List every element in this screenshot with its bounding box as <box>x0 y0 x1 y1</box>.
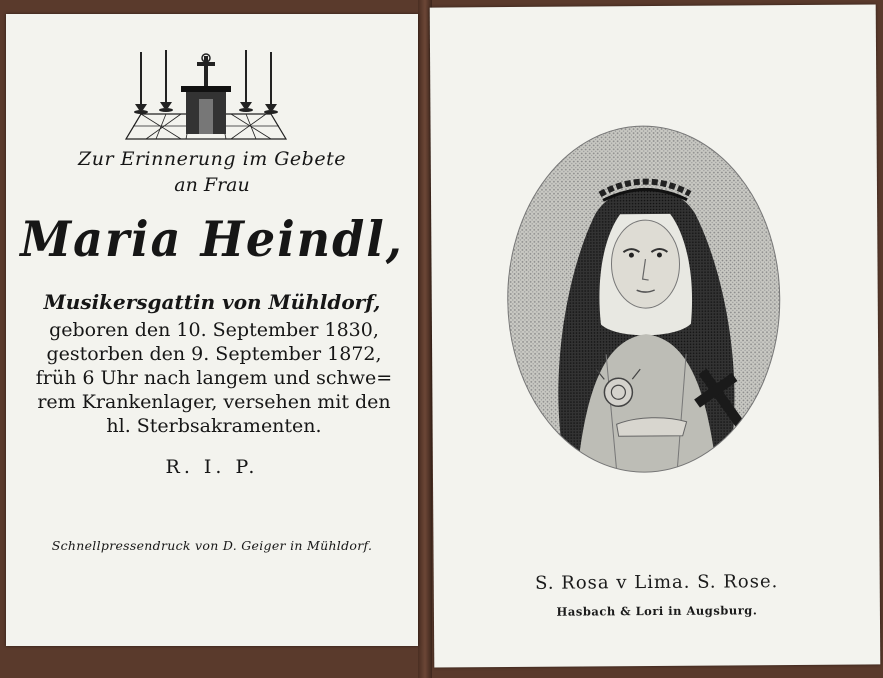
body-line: geboren den 10. September 1830, <box>49 319 379 341</box>
body-line: gestorben den 9. September 1872, <box>46 343 382 365</box>
rip-text: R. I. P. <box>165 456 259 478</box>
memorial-card-text <box>6 14 418 646</box>
body-line: hl. Sterbsakramenten. <box>106 415 322 437</box>
frau-line: an Frau <box>174 174 250 196</box>
body-line: früh 6 Uhr nach langem und schwe= <box>35 367 393 389</box>
body-line: rem Krankenlager, versehen mit den <box>37 391 391 413</box>
memory-heading: Zur Erinnerung im Gebete <box>78 148 346 170</box>
deceased-name: Maria Heindl, <box>20 210 404 268</box>
deceased-role: Musikersgattin von Mühldorf, <box>43 290 381 314</box>
saint-title: S. Rosa v Lima. S. Rose. <box>535 571 779 594</box>
memorial-card-image <box>430 4 881 667</box>
publisher-credit: Hasbach & Lori in Augsburg. <box>556 603 758 619</box>
altar-candles-icon <box>121 44 291 144</box>
saint-portrait-icon <box>505 123 783 475</box>
printer-credit: Schnellpressendruck von D. Geiger in Mühldorf. <box>51 538 373 553</box>
biography-text <box>28 318 400 438</box>
